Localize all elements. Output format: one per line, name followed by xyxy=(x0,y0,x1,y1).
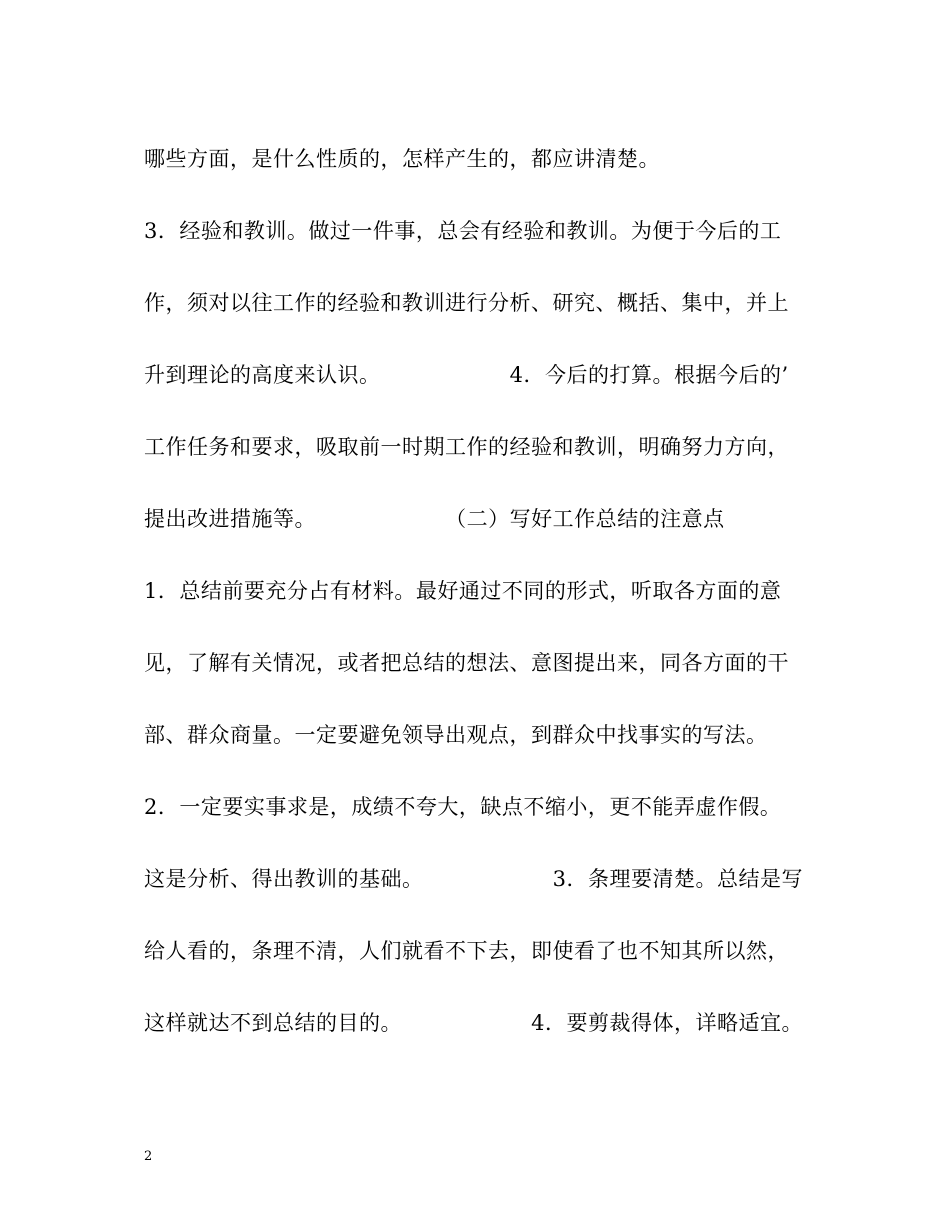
body-text-line: 2．一定要实事求是，成绩不夸大，缺点不缩小，更不能弄虚作假。 xyxy=(144,795,782,819)
body-text-line: 这是分析、得出教训的基础。 3．条理要清楚。总结是写 xyxy=(144,867,804,891)
body-text-line: 3．经验和教训。做过一件事，总会有经验和教训。为便于今后的工 xyxy=(144,219,782,243)
body-text-line: 提出改进措施等。 （二）写好工作总结的注意点 xyxy=(144,507,725,531)
body-text-line: 1．总结前要充分占有材料。最好通过不同的形式，听取各方面的意 xyxy=(144,579,782,603)
body-text-line: 作，须对以往工作的经验和教训进行分析、研究、概括、集中，并上 xyxy=(144,291,789,315)
page-number: 2 xyxy=(144,1149,153,1164)
body-text-line: 部、群众商量。一定要避免领导出观点，到群众中找事实的写法。 xyxy=(144,723,768,747)
body-text-line: 哪些方面，是什么性质的，怎样产生的，都应讲清楚。 xyxy=(144,147,660,171)
body-text-line: 工作任务和要求，吸取前一时期工作的经验和教训，明确努力方向， xyxy=(144,435,789,459)
body-text-line: 升到理论的高度来认识。 4．今后的打算。根据今后的’ xyxy=(144,363,789,387)
body-text-line: 这样就达不到总结的目的。 4．要剪裁得体，详略适宜。 xyxy=(144,1011,804,1035)
body-text-line: 见，了解有关情况，或者把总结的想法、意图提出来，同各方面的干 xyxy=(144,651,789,675)
body-text-line: 给人看的，条理不清，人们就看不下去，即使看了也不知其所以然， xyxy=(144,939,789,963)
